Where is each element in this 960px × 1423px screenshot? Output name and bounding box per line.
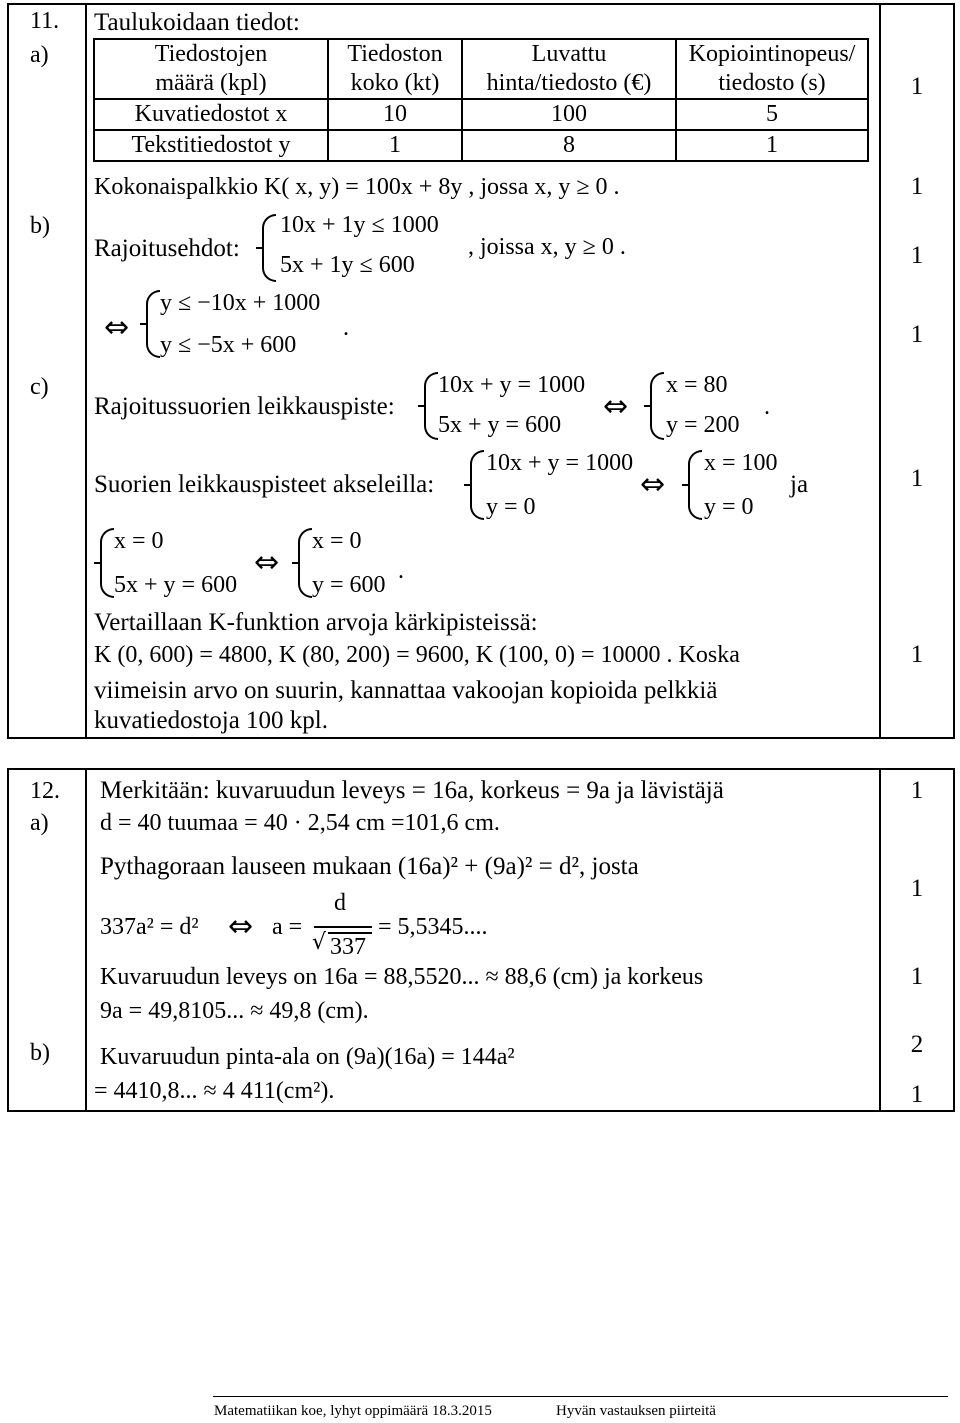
q11-number: 11. — [30, 8, 60, 34]
table-cell: 8 — [462, 130, 676, 161]
q11-part-c: c) — [30, 374, 49, 400]
conclusion-line-2: kuvatiedostoja 100 kpl. — [94, 707, 328, 734]
table-header-cell: Tiedostojen määrä (kpl) — [94, 39, 328, 99]
table-row — [94, 99, 868, 130]
constraints-solved-brace — [146, 290, 160, 358]
table-cell: Kuvatiedostot x — [94, 99, 328, 130]
footer-rule — [213, 1396, 948, 1397]
total-payment-formula: Kokonaispalkkio K( x, y) = 100x + 8y , jossa x, y ≥ 0 . — [94, 174, 620, 200]
table-cell: 5 — [676, 99, 868, 130]
intersection-dot: . — [764, 394, 770, 420]
q12-left-divider — [85, 768, 87, 1112]
table-cell: 100 — [462, 99, 676, 130]
q11-a-intro: Taulukoidaan tiedot: — [94, 9, 300, 36]
y-axis-result-brace — [298, 528, 312, 598]
table-cell: 10 — [328, 99, 462, 130]
score-value: 2 — [910, 1031, 924, 1058]
iff-arrow-icon: ⇔ — [104, 310, 130, 345]
axes-res-2: y = 0 — [704, 494, 754, 520]
table-cell: 1 — [676, 130, 868, 161]
q12-right-divider — [879, 768, 881, 1112]
score-value: 1 — [910, 173, 924, 200]
q11-part-b: b) — [30, 213, 50, 239]
constraint-dot: . — [343, 315, 349, 341]
q12-a-line-6: 9a = 49,8105... ≈ 49,8 (cm). — [100, 998, 369, 1024]
constraint-eq-1: 10x + 1y ≤ 1000 — [280, 212, 439, 238]
constraint-solved-2: y ≤ −5x + 600 — [160, 332, 297, 358]
intersection-label: Rajoitussuorien leikkauspiste: — [94, 393, 395, 420]
constraint-eq-2: 5x + 1y ≤ 600 — [280, 252, 415, 278]
intersection-eq-2: 5x + y = 600 — [438, 412, 562, 438]
axes-res-1: x = 100 — [704, 450, 778, 476]
y-axis-res-1: x = 0 — [312, 528, 362, 554]
intersection-result-brace — [650, 372, 664, 440]
table-cell: Tekstitiedostot y — [94, 130, 328, 161]
footer-left-text: Matematiikan koe, lyhyt oppimäärä 18.3.2015 — [214, 1403, 492, 1419]
compare-text: Vertaillaan K-funktion arvoja kärkipisteissä: — [94, 609, 538, 636]
table-header-cell: Luvattu hinta/tiedosto (€) — [462, 39, 676, 99]
score-value: 1 — [910, 242, 924, 269]
file-data-table — [93, 38, 869, 162]
y-axis-dot: . — [398, 558, 404, 584]
score-value: 1 — [910, 73, 924, 100]
conclusion-line-1: viimeisin arvo on suurin, kannattaa vakoojan kopioida pelkkiä — [94, 677, 718, 704]
k-values: K (0, 600) = 4800, K (80, 200) = 9600, K (100, 0) = 10000 . Koska — [94, 642, 740, 668]
table-header-cell: Kopiointinopeus/ tiedosto (s) — [676, 39, 868, 99]
q12-b-line-1: Kuvaruudun pinta-ala on (9a)(16a) = 144a² — [100, 1044, 515, 1070]
table-header-row — [94, 39, 868, 99]
q12-a-line-4-a: a = — [272, 914, 303, 940]
y-axis-eq-2: 5x + y = 600 — [114, 572, 238, 598]
axes-eq-1: 10x + y = 1000 — [486, 450, 634, 476]
q12-part-a: a) — [30, 810, 49, 836]
q12-a-line-5: Kuvaruudun leveys on 16a = 88,5520... ≈ 88,6 (cm) ja korkeus — [100, 964, 704, 990]
axes-brace — [470, 450, 484, 520]
score-value: 1 — [910, 321, 924, 348]
q12-a-line-1: Merkitään: kuvaruudun leveys = 16a, korkeus = 9a ja lävistäjä — [100, 777, 724, 804]
intersection-res-2: y = 200 — [666, 412, 740, 438]
q11-part-a: a) — [30, 42, 49, 68]
fraction-denominator: 337 — [330, 934, 366, 960]
y-axis-res-2: y = 600 — [312, 572, 386, 598]
y-axis-eq-1: x = 0 — [114, 528, 164, 554]
fraction-numerator: d — [334, 890, 346, 916]
q12-number: 12. — [30, 778, 60, 804]
iff-arrow-icon: ⇔ — [254, 545, 280, 580]
score-value: 1 — [910, 1081, 924, 1108]
score-value: 1 — [910, 777, 924, 804]
score-value: 1 — [910, 963, 924, 990]
q12-a-line-3: Pythagoraan lauseen mukaan (16a)² + (9a)² = d², josta — [100, 853, 639, 880]
footer-right-text: Hyvän vastauksen piirteitä — [556, 1403, 716, 1419]
q12-part-b: b) — [30, 1040, 50, 1066]
q11-left-divider — [85, 3, 87, 739]
q11-right-divider — [879, 3, 881, 739]
score-value: 1 — [910, 465, 924, 492]
q12-b-line-2: = 4410,8... ≈ 4 411(cm²). — [94, 1078, 335, 1104]
constraint-solved-1: y ≤ −10x + 1000 — [160, 290, 321, 316]
constraint-condition: , joissa x, y ≥ 0 . — [468, 234, 626, 260]
intersection-eq-1: 10x + y = 1000 — [438, 372, 586, 398]
table-cell: 1 — [328, 130, 462, 161]
iff-arrow-icon: ⇔ — [228, 909, 254, 944]
axes-eq-2: y = 0 — [486, 494, 536, 520]
q12-a-line-2: d = 40 tuumaa = 40 · 2,54 cm =101,6 cm. — [100, 810, 500, 836]
iff-arrow-icon: ⇔ — [603, 389, 629, 424]
y-axis-brace — [100, 528, 114, 598]
table-header-cell: Tiedoston koko (kt) — [328, 39, 462, 99]
constraints-brace — [262, 214, 276, 282]
sqrt-symbol: √ — [312, 930, 327, 955]
q12-a-line-4-left: 337a² = d² — [100, 914, 199, 940]
intersection-brace — [424, 372, 438, 440]
q12-a-line-4-result: = 5,5345.... — [378, 914, 488, 940]
intersection-res-1: x = 80 — [666, 372, 728, 398]
axes-intersections-label: Suorien leikkauspisteet akseleilla: — [94, 471, 435, 498]
score-value: 1 — [910, 641, 924, 668]
score-value: 1 — [910, 875, 924, 902]
and-word: ja — [790, 471, 809, 498]
iff-arrow-icon: ⇔ — [640, 467, 666, 502]
axes-result-brace — [688, 450, 702, 520]
constraints-label: Rajoitusehdot: — [94, 235, 240, 262]
table-row — [94, 130, 868, 161]
